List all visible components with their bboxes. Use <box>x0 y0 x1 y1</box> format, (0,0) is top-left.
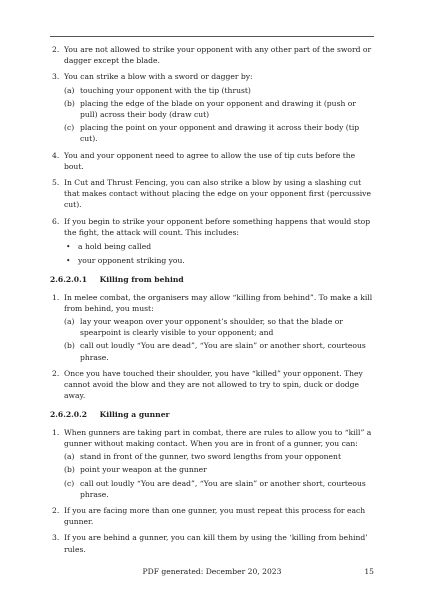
section-number: 2.6.2.0.1 <box>50 275 87 285</box>
generated-date: PDF generated: December 20, 2023 <box>142 567 282 576</box>
item-number: 1. <box>52 292 60 302</box>
item-number: 2. <box>52 505 60 515</box>
item-text: If you are facing more than one gunner, you must repeat this process for each gunner. <box>64 505 366 527</box>
rules-list <box>50 292 374 402</box>
item-text: You can strike a blow with a sword or dagger by: <box>64 72 253 82</box>
list-item <box>50 44 374 66</box>
sub-text: lay your weapon over your opponent’s shoulder, so that the blade or spearpoint is clearly visible to your opponent; and <box>80 317 343 338</box>
page-content <box>50 44 374 560</box>
section-heading <box>50 409 374 420</box>
list-item <box>50 216 374 267</box>
sub-item <box>64 122 374 144</box>
bullet-text: your opponent striking you. <box>78 256 185 266</box>
item-number: 4. <box>52 150 60 160</box>
sub-label: (c) <box>64 123 75 133</box>
item-text: If you are behind a gunner, you can kill them by using the ‘killing from behind’ rules. <box>64 533 368 554</box>
sub-label: (b) <box>64 341 75 351</box>
item-number: 1. <box>52 427 60 437</box>
bullet-icon: • <box>66 242 71 252</box>
list-item <box>50 292 374 363</box>
item-text: You are not allowed to strike your opponent with any other part of the sword or dagger except the blade. <box>64 45 372 66</box>
sub-label: (a) <box>64 317 75 327</box>
sub-label: (a) <box>64 85 75 95</box>
section-title: Killing from behind <box>99 275 184 285</box>
sub-label: (b) <box>64 98 75 108</box>
sub-text: placing the edge of the blade on your opponent and drawing it (push or pull) across their body (draw cut) <box>80 98 356 120</box>
list-item <box>50 71 374 144</box>
item-number: 3. <box>52 72 60 82</box>
bullet-item <box>64 255 374 266</box>
item-number: 6. <box>52 216 60 226</box>
rules-list <box>50 427 374 555</box>
item-text: You and your opponent need to agree to allow the use of tip cuts before the bout. <box>64 150 356 171</box>
item-text: In Cut and Thrust Fencing, you can also strike a blow by using a slashing cut that makes contact without placing the edge on your opponent first (percussive cut). <box>64 178 371 210</box>
item-number: 2. <box>52 368 60 378</box>
item-text: Once you have touched their shoulder, you have “killed” your opponent. They cannot avoid the blow and they are not allowed to try to spin, duck or dodge away. <box>64 368 363 401</box>
rules-list <box>50 44 374 266</box>
sub-label: (c) <box>64 478 75 488</box>
item-number: 5. <box>52 178 60 188</box>
sub-text: placing the point on your opponent and drawing it across their body (tip cut). <box>80 123 360 144</box>
sub-item <box>64 478 374 500</box>
bullet-item <box>64 241 374 252</box>
sub-item <box>64 98 374 120</box>
section-heading <box>50 274 374 285</box>
header-rule <box>50 36 374 37</box>
sub-item <box>64 451 374 462</box>
item-text: When gunners are taking part in combat, there are rules to allow you to “kill” a gunner without making contact. When you are in front of a gunner, you can: <box>64 427 372 448</box>
sub-item <box>64 464 374 475</box>
sub-text: point your weapon at the gunner <box>80 465 207 475</box>
list-item <box>50 177 374 211</box>
sub-label: (b) <box>64 465 75 475</box>
section-number: 2.6.2.0.2 <box>50 410 87 420</box>
sub-text: stand in front of the gunner, two sword lengths from your opponent <box>80 452 341 462</box>
section-title: Killing a gunner <box>99 410 170 420</box>
list-item <box>50 150 374 172</box>
sub-item <box>64 316 374 338</box>
item-number: 2. <box>52 45 60 54</box>
bullet-text: a hold being called <box>78 242 152 252</box>
item-text: In melee combat, the organisers may allow “killing from behind”. To make a kill from behind, you must: <box>64 292 373 313</box>
sub-text: call out loudly “You are dead”, “You are slain” or another short, courteous phrase. <box>80 478 366 499</box>
sub-text: touching your opponent with the tip (thrust) <box>80 85 251 95</box>
list-item <box>50 505 374 527</box>
bullet-icon: • <box>66 256 71 266</box>
sub-label: (a) <box>64 452 75 462</box>
list-item <box>50 532 374 554</box>
sub-text: call out loudly “You are dead”, “You are slain” or another short, courteous phrase. <box>80 341 366 362</box>
list-item <box>50 368 374 402</box>
page-number: 15 <box>364 567 374 576</box>
sub-item <box>64 340 374 362</box>
sub-item <box>64 85 374 96</box>
item-text: If you begin to strike your opponent before something happens that would stop the fight, the attack will count. This includes: <box>64 216 371 237</box>
list-item <box>50 427 374 500</box>
item-number: 3. <box>52 533 60 543</box>
